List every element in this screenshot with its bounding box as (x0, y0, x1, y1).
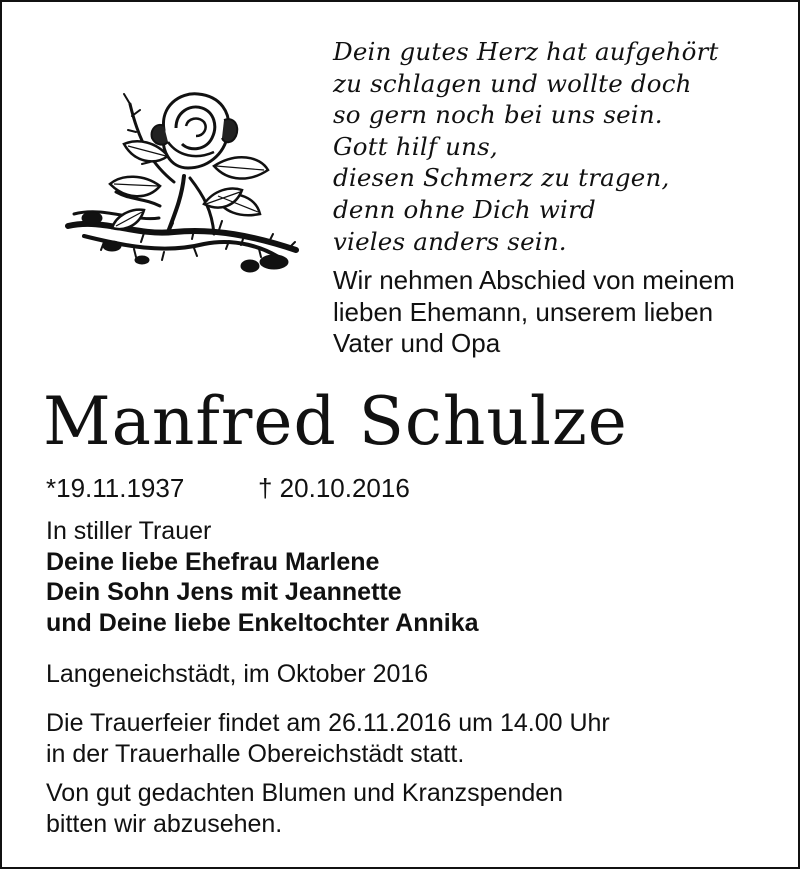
flowers-line: bitten wir abzusehen. (46, 810, 283, 838)
poem-line: vieles anders sein. (333, 226, 567, 256)
poem-line: Dein gutes Herz hat aufgehört (333, 37, 719, 66)
farewell-line: Vater und Opa (333, 328, 501, 358)
ceremony-line: in der Trauerhalle Obereichstädt statt. (46, 740, 465, 768)
poem-line: zu schlagen und wollte doch (333, 68, 692, 98)
poem-line: denn ohne Dich wird (333, 194, 596, 224)
birth-date: *19.11.1937 (46, 473, 185, 503)
mourners-intro: In stiller Trauer (46, 517, 212, 545)
deceased-name: Manfred Schulze (43, 383, 628, 460)
ceremony-info (46, 708, 610, 770)
ceremony-line: Die Trauerfeier findet am 26.11.2016 um 14.00 Uhr (46, 709, 610, 737)
poem-line: Gott hilf uns, (333, 131, 498, 161)
poem-line: so gern noch bei uns sein. (333, 100, 663, 130)
poem (333, 36, 773, 257)
place-date: Langeneichstädt, im Oktober 2016 (46, 660, 429, 688)
death-date: † 20.10.2016 (258, 473, 410, 503)
flowers-note (46, 778, 563, 840)
mourner-name: Dein Sohn Jens mit Jeannette (46, 578, 402, 607)
life-dates (46, 472, 410, 504)
mourner-name: und Deine liebe Enkeltochter Annika (46, 609, 479, 638)
mourners (46, 516, 479, 639)
mourner-name: Deine liebe Ehefrau Marlene (46, 547, 380, 576)
poem-line: diesen Schmerz zu tragen, (333, 163, 670, 193)
rose-icon (64, 86, 304, 286)
farewell-line: lieben Ehemann, unserem lieben (333, 296, 714, 327)
farewell-text (333, 265, 773, 360)
flowers-line: Von gut gedachten Blumen und Kranzspenden (46, 779, 564, 807)
farewell-line: Wir nehmen Abschied von meinem (333, 265, 735, 295)
